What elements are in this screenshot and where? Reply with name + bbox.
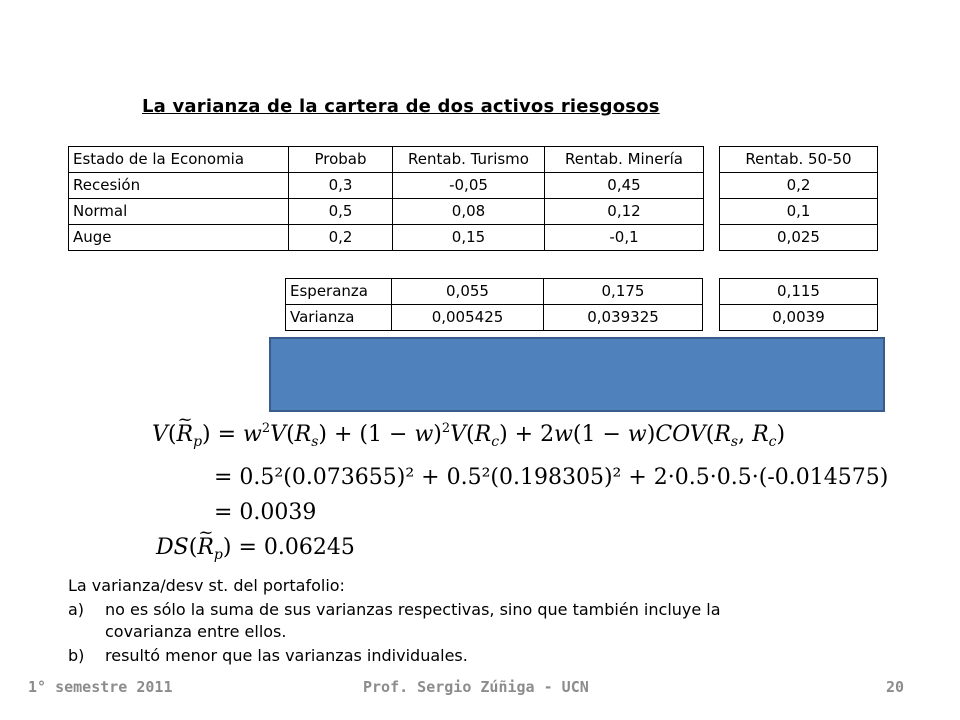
value-cell: 0,12: [545, 199, 704, 225]
header-cell: Probab: [289, 147, 393, 173]
point-a-marker: a): [68, 600, 85, 619]
variance-formula: V(~ $R_p) = w^2V(R_s) + (1 - w)^2V(R_c) + 2w(1 - w)COV(R_s$, $R_c$): [152, 421, 785, 450]
value-cell: -0,05: [393, 173, 545, 199]
point-a-line2: covarianza entre ellos.: [105, 622, 287, 641]
std-dev-value: = 0.06245: [238, 535, 355, 560]
stats-portfolio-table: [719, 278, 878, 331]
table-row: [720, 199, 878, 225]
value-cell: 0,005425: [392, 305, 544, 331]
value-cell: 0,115: [720, 279, 878, 305]
table-row: [720, 279, 878, 305]
table-row: [720, 225, 878, 251]
value-cell: 0,175: [544, 279, 703, 305]
header-cell: Rentab. Turismo: [393, 147, 545, 173]
state-cell: Recesión: [69, 173, 289, 199]
point-b-text: resultó menor que las varianzas individuales.: [105, 646, 468, 665]
value-cell: 0,055: [392, 279, 544, 305]
table-row: [286, 279, 703, 305]
value-cell: 0,3: [289, 173, 393, 199]
value-cell: 0,2: [289, 225, 393, 251]
value-cell: 0,0039: [720, 305, 878, 331]
point-b-marker: b): [68, 646, 85, 665]
returns-table: [68, 146, 704, 251]
table-row: [720, 173, 878, 199]
variance-substitution: = 0.5²(0.073655)² + 0.5²(0.198305)² + 2·0.5·0.5·(-0.014575): [214, 465, 889, 490]
state-cell: Auge: [69, 225, 289, 251]
blue-cover-box: [269, 337, 885, 412]
table-header-row: [69, 147, 704, 173]
value-cell: 0,5: [289, 199, 393, 225]
stat-label: Varianza: [286, 305, 392, 331]
conclusion-intro: La varianza/desv st. del portafolio:: [68, 576, 345, 595]
point-a-line1: no es sólo la suma de sus varianzas respectivas, sino que también incluye la: [105, 600, 721, 619]
footer-semester: 1° semestre 2011: [28, 678, 173, 696]
table-row: [69, 199, 704, 225]
state-cell: Normal: [69, 199, 289, 225]
portfolio-returns-table: [719, 146, 878, 251]
table-header-row: [720, 147, 878, 173]
variance-result: = 0.0039: [214, 500, 317, 525]
value-cell: -0,1: [545, 225, 704, 251]
table-row: [69, 225, 704, 251]
value-cell: 0,039325: [544, 305, 703, 331]
header-cell: Rentab. 50-50: [720, 147, 878, 173]
table-row: [69, 173, 704, 199]
stat-label: Esperanza: [286, 279, 392, 305]
table-row: [286, 305, 703, 331]
value-cell: 0,025: [720, 225, 878, 251]
stats-table: [285, 278, 703, 331]
value-cell: 0,1: [720, 199, 878, 225]
slide-title: La varianza de la cartera de dos activos riesgosos: [142, 96, 660, 117]
footer-author: Prof. Sergio Zúñiga - UCN: [363, 678, 589, 696]
value-cell: 0,2: [720, 173, 878, 199]
std-dev-formula: DS(~ $R_p) = 0.06245$: [156, 535, 355, 563]
value-cell: 0,15: [393, 225, 545, 251]
header-cell: Estado de la Economia: [69, 147, 289, 173]
table-row: [720, 305, 878, 331]
value-cell: 0,08: [393, 199, 545, 225]
value-cell: 0,45: [545, 173, 704, 199]
header-cell: Rentab. Minería: [545, 147, 704, 173]
footer-page-number: 20: [886, 678, 905, 696]
